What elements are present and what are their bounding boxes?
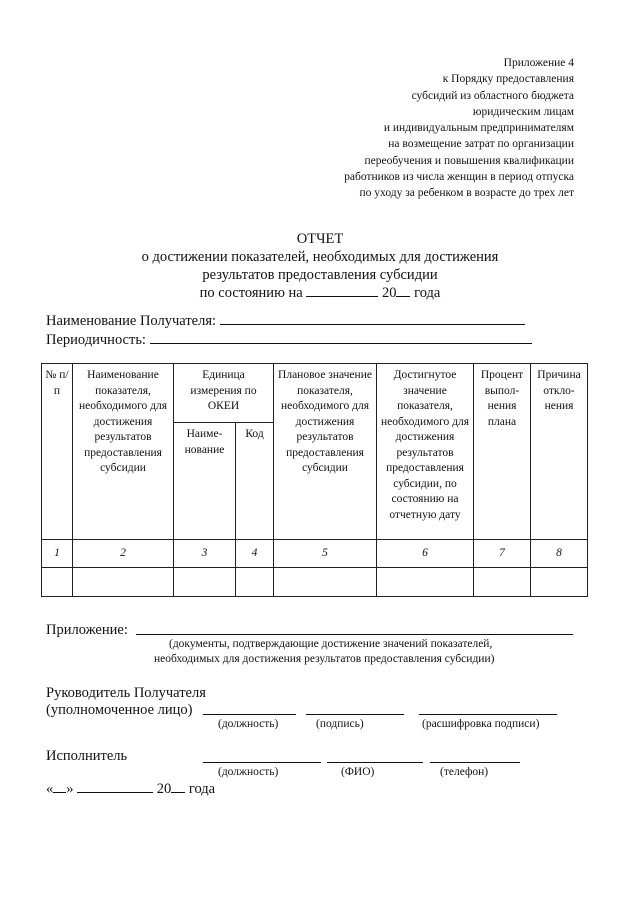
date-line <box>46 780 215 798</box>
table-cell[interactable] <box>236 568 274 597</box>
executor-caption-phone: (телефон) <box>440 766 489 778</box>
column-number: 5 <box>274 540 377 568</box>
attachment-note-1: (документы, подтверждающие достижение значений показателей, <box>169 638 493 650</box>
head-caption-position: (должность) <box>218 718 279 730</box>
executor-caption-position: (должность) <box>218 766 279 778</box>
column-number: 4 <box>236 540 274 568</box>
table-cell[interactable] <box>377 568 474 597</box>
head-decoding-input[interactable] <box>419 714 557 715</box>
appendix-line: юридическим лицам <box>472 105 574 118</box>
header-number: № п/п <box>42 364 73 540</box>
report-date-blank[interactable] <box>306 284 378 297</box>
table-row <box>42 568 588 597</box>
title-year-suffix: года <box>414 285 441 301</box>
document-title <box>0 230 640 302</box>
report-year-blank[interactable] <box>396 284 410 297</box>
header-achieved-value: Достигнутое значение показателя, необходимого для достижения результатов предоставления субсидии, по состоянию на отчетную дату <box>377 364 474 540</box>
header-planned-value: Плановое значение показателя, необходимого для достижения результатов предоставления субсидии <box>274 364 377 540</box>
column-number: 2 <box>73 540 174 568</box>
appendix-header <box>244 55 574 202</box>
periodicity-label: Периодичность: <box>46 332 146 348</box>
executor-caption-name: (ФИО) <box>341 766 375 778</box>
title-main: ОТЧЕТ <box>296 231 344 247</box>
column-number: 7 <box>474 540 531 568</box>
executor-name-input[interactable] <box>327 762 423 763</box>
title-line2: результатов предоставления субсидии <box>202 267 438 283</box>
report-table <box>41 363 588 597</box>
table-cell[interactable] <box>274 568 377 597</box>
recipient-label: Наименование Получателя: <box>46 313 217 329</box>
table-cell[interactable] <box>531 568 588 597</box>
date-year-suffix: года <box>188 781 216 797</box>
column-number: 8 <box>531 540 588 568</box>
head-signature-input[interactable] <box>306 714 404 715</box>
date-close-quote: » <box>66 781 74 797</box>
column-number: 3 <box>174 540 236 568</box>
executor-position-input[interactable] <box>203 762 321 763</box>
header-deviation-reason: Причина откло-нения <box>531 364 588 540</box>
head-position-input[interactable] <box>203 714 296 715</box>
title-line3 <box>0 284 640 302</box>
date-month-blank[interactable] <box>77 780 153 793</box>
attachment-note-2: необходимых для достижения результатов предоставления субсидии) <box>154 653 495 665</box>
header-percent-completion: Процент выпол-нения плана <box>474 364 531 540</box>
appendix-line: переобучения и повышения квалификации <box>364 154 574 167</box>
table-cell[interactable] <box>174 568 236 597</box>
executor-phone-input[interactable] <box>430 762 520 763</box>
column-number: 6 <box>377 540 474 568</box>
appendix-line: по уходу за ребенком в возрасте до трех лет <box>359 187 574 200</box>
title-year-prefix: 20 <box>381 285 397 301</box>
head-label-1: Руководитель Получателя <box>46 685 206 701</box>
table-header-row <box>42 364 588 423</box>
head-label-2: (уполномоченное лицо) <box>46 702 193 718</box>
periodicity-input[interactable] <box>150 331 532 344</box>
date-year-prefix: 20 <box>156 781 172 797</box>
header-unit-group: Единица измерения по ОКЕИ <box>174 364 274 423</box>
appendix-line: работников из числа женщин в период отпуска <box>344 171 574 184</box>
appendix-line: и индивидуальным предпринимателям <box>383 122 574 135</box>
table-number-row <box>42 540 588 568</box>
header-indicator-name: Наименование показателя, необходимого для достижения результатов предоставления субсидии <box>73 364 174 540</box>
appendix-line: к Порядку предоставления <box>442 73 574 86</box>
recipient-input[interactable] <box>220 312 525 325</box>
title-line1: о достижении показателей, необходимых для достижения <box>141 249 499 265</box>
header-unit-name: Наиме-нование <box>174 423 236 540</box>
recipient-field <box>46 312 525 330</box>
appendix-line: субсидий из областного бюджета <box>411 89 574 102</box>
appendix-line: на возмещение затрат по организации <box>388 138 574 151</box>
attachment-input[interactable] <box>136 634 573 635</box>
date-year-blank[interactable] <box>171 780 185 793</box>
periodicity-field <box>46 331 532 349</box>
table-cell[interactable] <box>42 568 73 597</box>
column-number: 1 <box>42 540 73 568</box>
date-open-quote: « <box>46 781 54 797</box>
executor-label: Исполнитель <box>46 748 128 764</box>
attachment-label: Приложение: <box>46 622 128 638</box>
head-caption-signature: (подпись) <box>316 718 364 730</box>
head-caption-decoding: (расшифровка подписи) <box>422 718 540 730</box>
date-day-blank[interactable] <box>53 780 66 793</box>
appendix-line: Приложение 4 <box>503 57 574 69</box>
table-cell[interactable] <box>474 568 531 597</box>
header-unit-code: Код <box>236 423 274 540</box>
title-date-prefix: по состоянию на <box>199 285 303 301</box>
table-cell[interactable] <box>73 568 174 597</box>
